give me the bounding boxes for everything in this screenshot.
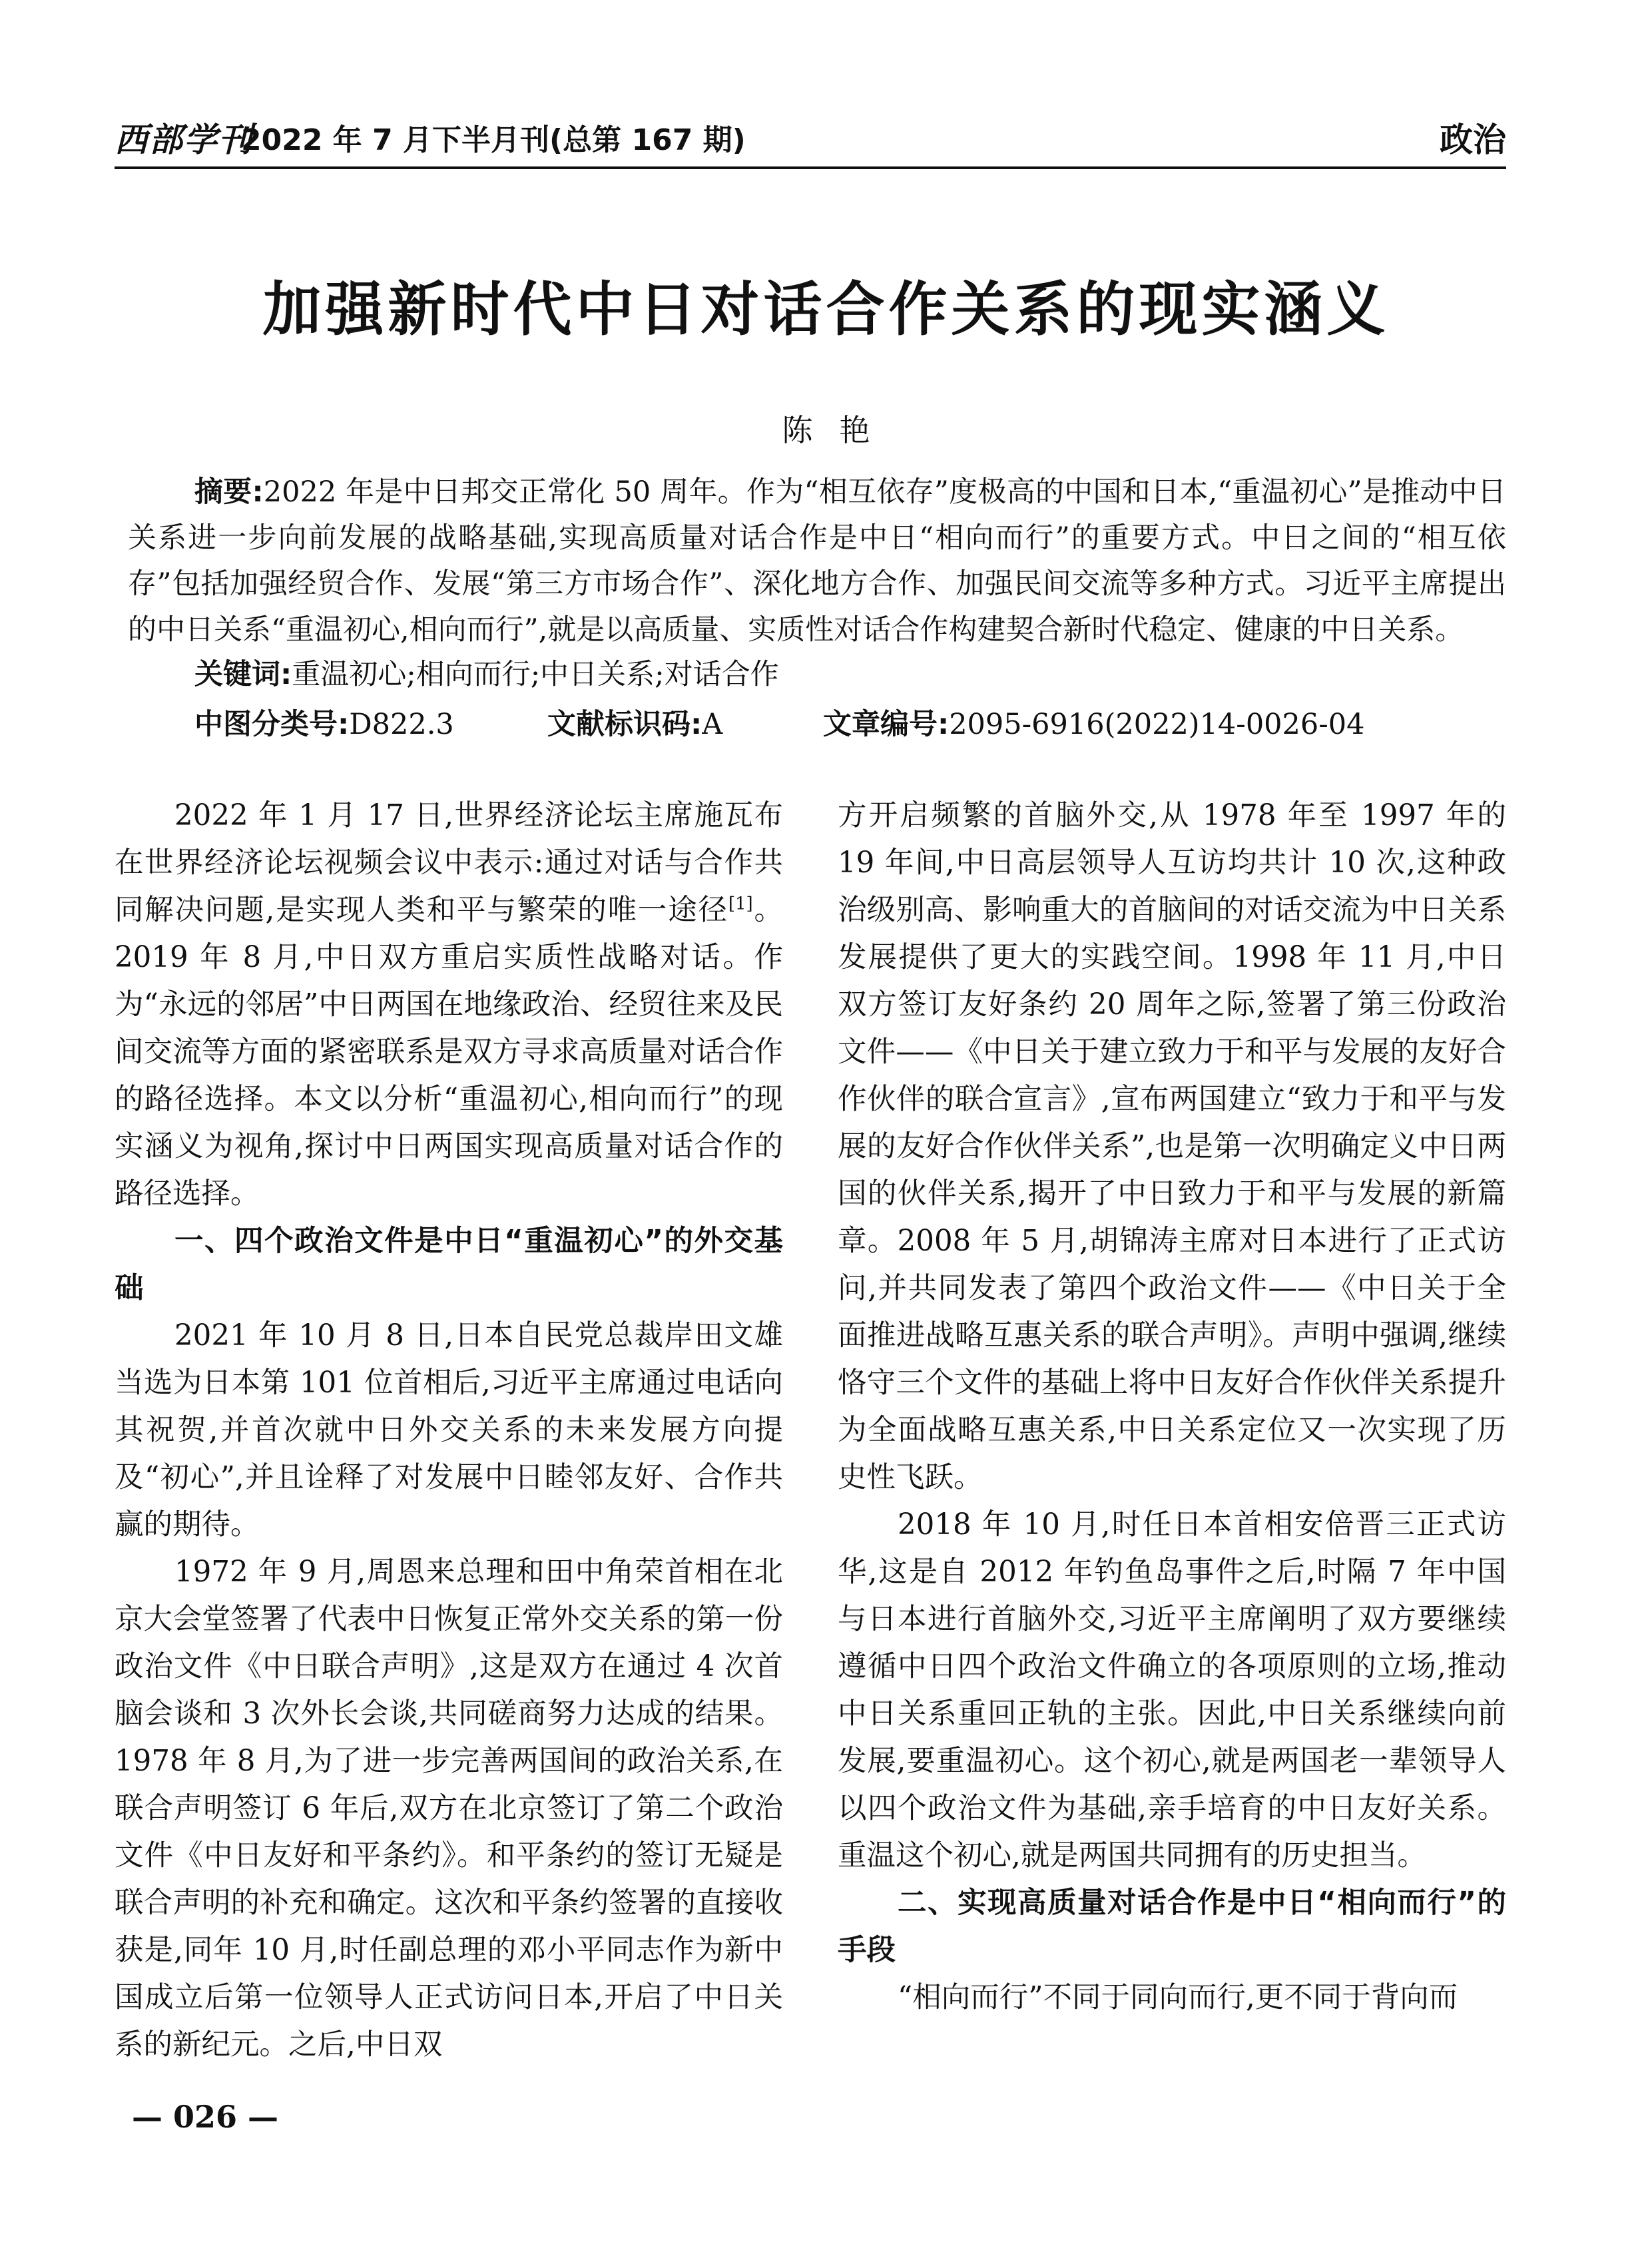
header-rule: [115, 166, 1506, 169]
document-code: [547, 704, 722, 744]
clc-value: D822.3: [349, 708, 454, 741]
abstract-paragraph: [128, 469, 1506, 653]
body-paragraph: 2021 年 10 月 8 日,日本自民党总裁岸田文雄当选为日本第 101 位首相后,习近平主席通过电话向其祝贺,并首次就中日外交关系的未来发展方向提及“初心”,并且诠释了对发展中日睦邻友好、合作共赢的期待。: [115, 1319, 783, 1541]
doc-value: A: [702, 708, 723, 741]
page-number: — 026 —: [132, 2099, 279, 2135]
article-number-label: 文章编号:: [823, 708, 950, 741]
keywords-text: 重温初心;相向而行;中日关系;对话合作: [292, 658, 779, 691]
section-heading-1: 一、四个政治文件是中日“重温初心”的外交基础: [115, 1225, 783, 1305]
author-name: 陈艳: [782, 412, 897, 448]
abstract-text: 2022 年是中日邦交正常化 50 周年。作为“相互依存”度极高的中国和日本,“重温初心”是推动中日关系进一步向前发展的战略基础,实现高质量对话合作是中日“相向而行”的重要方式。中日之间的“相互依存”包括加强经贸合作、发展“第三方市场合作”、深化地方合作、加强民间交流等多种方式。习近平主席提出的中日关系“重温初心,相向而行”,就是以高质量、实质性对话合作构建契合新时代稳定、健康的中日关系。: [128, 475, 1506, 647]
citation-marker: [1]: [728, 894, 753, 914]
section-heading-2: 二、实现高质量对话合作是中日“相向而行”的手段: [838, 1886, 1506, 1967]
clc-label: 中图分类号:: [194, 708, 350, 741]
body-paragraph: 2018 年 10 月,时任日本首相安倍晋三正式访华,这是自 2012 年钓鱼岛事件之后,时隔 7 年中国与日本进行首脑外交,习近平主席阐明了双方要继续遵循中日四个政治文件确立的各项原则的立场,推动中日关系重回正轨的主张。因此,中日关系继续向前发展,要重温初心。这个初心,就是两国老一辈领导人以四个政治文件为基础,亲手培育的中日友好关系。重温这个初心,就是两国共同拥有的历史担当。: [838, 1508, 1506, 1872]
clc-number: [194, 704, 454, 744]
running-header: [115, 113, 1506, 160]
abstract: [128, 469, 1506, 653]
article-number: [823, 704, 1365, 744]
article-number-value: 2095-6916(2022)14-0026-04: [949, 708, 1365, 741]
body-paragraph: 1972 年 9 月,周恩来总理和田中角荣首相在北京大会堂签署了代表中日恢复正常外交关系的第一份政治文件《中日联合声明》,这是双方在通过 4 次首脑会谈和 3 次外长会谈,共同磋商努力达成的结果。1978 年 8 月,为了进一步完善两国间的政治关系,在联合声明签订 6 年后,双方在北京签订了第二个政治文件《中日友好和平条约》。和平条约的签订无疑是联合声明的补充和确定。这次和平条约签署的直接收获是,同年 10 月,时任副总理的邓小平同志作为新中国成立后第一位领导人正式访问日本,开启了中日关系的新纪元。之后,中日双: [115, 1555, 783, 2062]
section-label: 政治: [1440, 121, 1506, 159]
body-paragraph: “相向而行”不同于同向而行,更不同于背向而: [898, 1981, 1458, 2014]
keywords-label: 关键词:: [194, 658, 292, 691]
keywords: [194, 655, 779, 695]
paragraph-text: 2022 年 1 月 17 日,世界经济论坛主席施瓦布在世界经济论坛视频会议中表示:通过对话与合作共同解决问题,是实现人类和平与繁荣的唯一途径: [115, 799, 783, 927]
paragraph-text: 。2019 年 8 月,中日双方重启实质性战略对话。作为“永远的邻居”中日两国在地缘政治、经贸往来及民间交流等方面的紧密联系是双方寻求高质量对话合作的路径选择。本文以分析“重温初心,相向而行”的现实涵义为视角,探讨中日两国实现高质量对话合作的路径选择。: [115, 894, 784, 1211]
body-column-left: [115, 792, 783, 2069]
doc-label: 文献标识码:: [547, 708, 702, 741]
body-paragraph: [115, 792, 783, 1218]
journal-issue: 2022 年 7 月下半月刊(总第 167 期): [241, 123, 746, 157]
journal-logo: 西部学刊: [115, 120, 253, 159]
body-paragraph-continued: 方开启频繁的首脑外交,从 1978 年至 1997 年的 19 年间,中日高层领导人互访均共计 10 次,这种政治级别高、影响重大的首脑间的对话交流为中日关系发展提供了更大的实践空间。1998 年 11 月,中日双方签订友好条约 20 周年之际,签署了第三份政治文件——《中日关于建立致力于和平与发展的友好合作伙伴的联合宣言》,宣布两国建立“致力于和平与发展的友好合作伙伴关系”,也是第一次明确定义中日两国的伙伴关系,揭开了中日致力于和平与发展的新篇章。2008 年 5 月,胡锦涛主席对日本进行了正式访问,并共同发表了第四个政治文件——《中日关于全面推进战略互惠关系的联合声明》。声明中强调,继续恪守三个文件的基础上将中日友好合作伙伴关系提升为全面战略互惠关系,中日关系定位又一次实现了历史性飞跃。: [838, 799, 1506, 1494]
body-column-right: [838, 792, 1506, 2022]
article-title: 加强新时代中日对话合作关系的现实涵义: [262, 274, 1390, 344]
abstract-label: 摘要:: [194, 475, 264, 509]
